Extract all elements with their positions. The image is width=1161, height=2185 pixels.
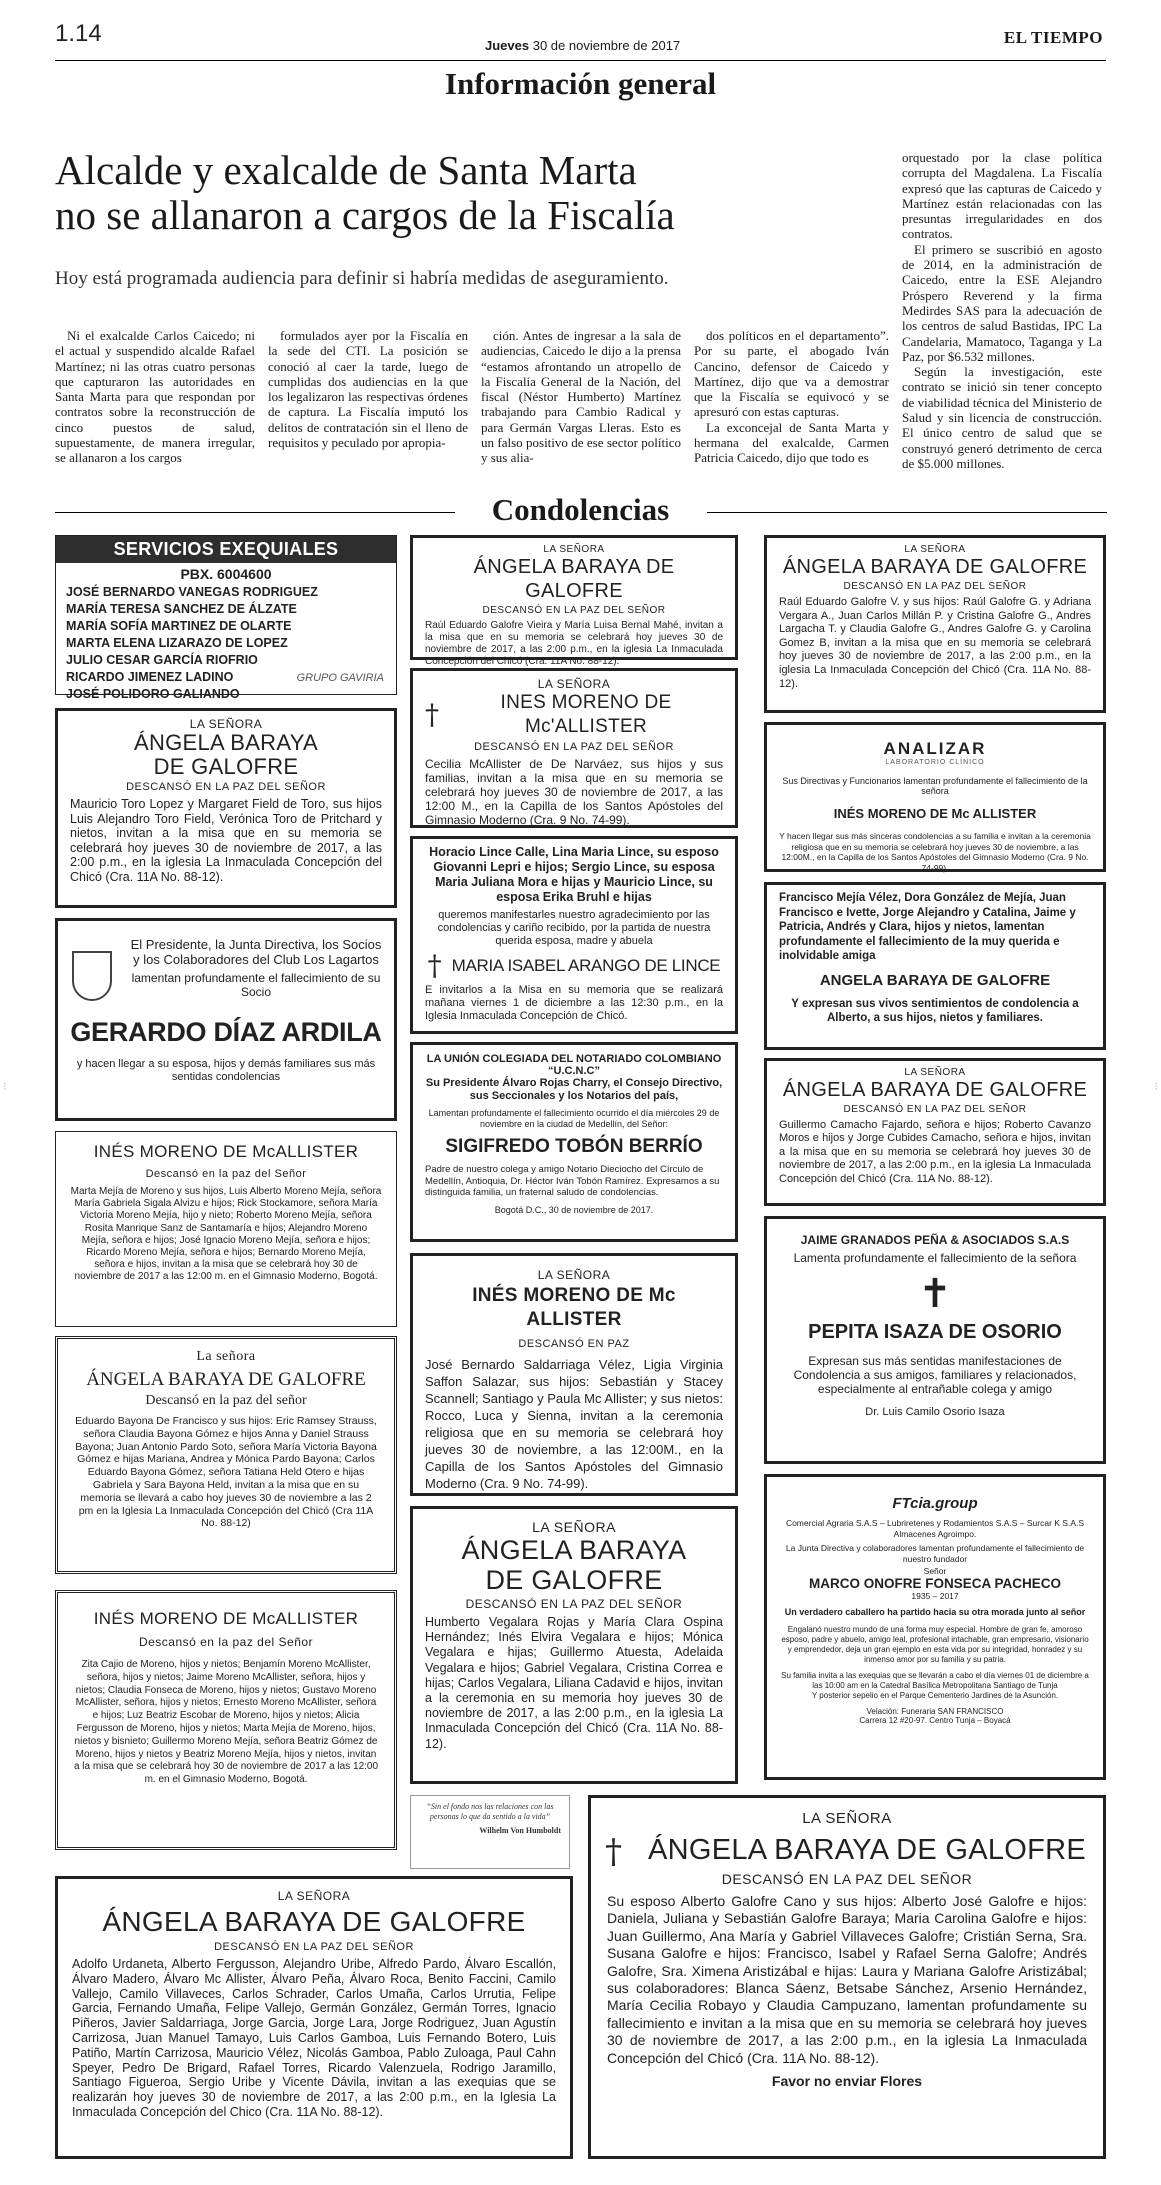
date-rest: 30 de noviembre de 2017 (532, 38, 681, 53)
column-text: formulados ayer por la Fiscalía en la sede del CTI. La posición se conoció al caer la tarde, luego de cumplidas dos audiencias en la que los legalizaron las respectivas órdenes de captura. La Fiscalía imputó los delitos de contratación sin el lleno de requisitos y peculado por apropia- (268, 328, 468, 451)
obituary-ines-narvaez (410, 668, 738, 828)
ftc-address: Carrera 12 #20-97. Centro Tunja – Boyacá (859, 1716, 1011, 1725)
club-text: y hacen llegar a su esposa, hijos y demás familiares sus más sentidas condolencias (76, 1058, 376, 1083)
obituary-text: Mauricio Toro Lopez y Margaret Field de Toro, sus hijos Luis Alejandro Toro Field, Verónica Toro de Pritchard y nietos, invitan a la misa que en su memoria se celebrará hoy jueves 30 de noviembre de 2017, a las 2:00 p.m., en la iglesia La Inmaculada Concepción del Chicó (Cra. 11A No. 88-12). (70, 797, 382, 884)
cross-icon: † (427, 949, 442, 982)
cross-icon: † (425, 698, 439, 731)
list-item: JOSÉ BERNARDO VANEGAS RODRIGUEZ (66, 585, 318, 599)
notariado-date: Bogotá D.C., 30 de noviembre de 2017. (494, 1204, 654, 1215)
obituary-ines-cajio (55, 1590, 397, 1850)
dateline (485, 38, 680, 53)
club-intro: El Presidente, la Junta Directiva, los Socios y los Colaboradores del Club Los Lagartos (130, 937, 382, 967)
analizar-ad (764, 722, 1106, 872)
obituary-label: La señora (196, 1349, 256, 1364)
obituary-name: ÁNGELA BARAYA DE GALOFRE (782, 556, 1088, 578)
obituary-text: Raúl Eduardo Galofre Vieira y María Luisa Bernal Mahé, invitan a la misa que en su memoria se celebrará hoy jueves 30 de noviembre de 2017, a las 2:00 p.m., en la iglesia La Inmaculada Concepción del Chicó (Cra. 11A No. 88-12). (425, 620, 723, 667)
notariado-ad (410, 1042, 738, 1242)
analizar-logo: ANALIZAR (883, 739, 987, 758)
mejia-text: Y expresan sus vivos sentimientos de condolencia a Alberto, a sus hijos, nietos y familiares. (791, 997, 1079, 1024)
obituary-footer: Favor no enviar Flores (771, 2073, 923, 2090)
obituary-name: INÉS MORENO DE McALLISTER (93, 1142, 359, 1161)
article-column-3 (481, 328, 681, 466)
ftc-group-ad (764, 1474, 1106, 1780)
article-column-1 (55, 328, 255, 466)
column-text: dos políticos en el departamento”. Por su parte, el abogado Iván Cancino, defensor de Caicedo y Martínez, dijo que va a demostrar que la Fiscalía se equivocó y se apresuró con estas capturas. (694, 328, 889, 420)
obituary-subtitle: DESCANSÓ EN LA PAZ DEL SEÑOR (721, 1871, 973, 1887)
list-item: JOSÉ POLIDORO GALIANDO (66, 687, 240, 701)
obituary-baraya-camacho (764, 1058, 1106, 1206)
obituary-arango-lince (410, 836, 738, 1034)
obituary-label: LA SEÑORA (904, 1067, 966, 1078)
obituary-subtitle: Descansó en la paz del señor (145, 1393, 307, 1408)
notariado-president: Su Presidente Álvaro Rojas Charry, el Consejo Directivo, sus Seccionales y los Notarios del país, (425, 1077, 723, 1102)
granados-deceased-name: PEPITA ISAZA DE OSORIO (808, 1321, 1062, 1343)
article-subhead: Hoy está programada audiencia para definir si habría medidas de aseguramiento. (55, 268, 669, 289)
obituary-subtitle: DESCANSÓ EN LA PAZ DEL SEÑOR (474, 741, 674, 753)
mejia-intro: Francisco Mejía Vélez, Dora González de Mejía, Juan Francisco e Ivette, Jorge Alejandro y Catalina, Jaime y Patricia, Andrés y Clara, hijos y nietos, lamentan profundamente el fallecimiento de la muy querida e inolvidable amiga (779, 892, 1076, 962)
club-los-lagartos-ad (55, 918, 397, 1121)
obituary-name: ANGELA BARAYA DE GALOFRE (819, 971, 1051, 989)
obituary-subtitle: DESCANSÓ EN LA PAZ DEL SEÑOR (465, 1597, 683, 1611)
obituary-name-line-2: DE GALOFRE (153, 754, 299, 779)
obituary-name: ÁNGELA BARAYA DE GALOFRE (782, 1079, 1088, 1101)
header-rule (55, 60, 1106, 61)
list-item: MARÍA SOFÍA MARTINEZ DE OLARTE (66, 619, 292, 633)
obituary-subtitle: DESCANSÓ EN PAZ (518, 1338, 630, 1350)
granados-text: Expresan sus más sentidas manifestaciones de Condolencia a sus amigos, familiares y relacionados, especialmente al entrañable colega y amigo (793, 1354, 1077, 1396)
obituary-text: José Bernardo Saldarriaga Vélez, Ligia Virginia Saffon Salazar, sus hijos: Sebastián y Stacey Scannell; Santiago y Paula Mc Allister; y sus nietos: Rocco, Luca y Sienna, invitan a la ceremonia religiosa que en su memoria se celebrará hoy jueves 30 de noviembre, a las 12:00M., en la Capilla de los Santos Apóstoles del Gimnasio Moderno (Cra. 9 No. 74-99). (425, 1357, 723, 1491)
ftc-velacion: Velación: Funeraria SAN FRANCISCO (866, 1707, 1004, 1716)
column-text: Ni el exalcalde Carlos Caicedo; ni el actual y suspendido alcalde Rafael Martínez; ni las otras cuatro personas que capturaron las autoridades en Santa Marta para que respondan por contratos sobre la reconstrucción de cinco puestos de salud, supuestamente, de manera irregular, se allanaron a los cargos (55, 328, 255, 466)
analizar-deceased-name: INÉS MORENO DE Mc ALLISTER (833, 806, 1037, 821)
obituary-label: LA SEÑORA (277, 1889, 351, 1903)
obituary-text: Cecilia McAllister de De Narváez, sus hijos y sus familias, invitan a la misa que en su memoria se celebrará hoy jueves 30 de noviembre de 2017, a las 12:00 M., en la Capilla de los Santos Apóstoles del Gimnasio Moderno (Cra. 9 No. 74-99). (425, 757, 723, 827)
column-text: La exconcejal de Santa Marta y hermana del exalcalde, Carmen Patricia Caicedo, dijo que todo es (694, 419, 889, 466)
obituary-name: ÁNGELA BARAYA DE GALOFRE (102, 1906, 526, 1937)
obituary-text: Adolfo Urdaneta, Alberto Fergusson, Alejandro Uribe, Alfredo Pardo, Álvaro Escallón, Álvaro Madero, Álvaro Mc Allister, Álvaro Peña, Álvaro Roca, Benito Faccini, Camilo Vallejo, Camilo Villaveces, Carlos Schrader, Carlos Umaña, Carlos Urrutia, Felipe Garcia, Fernando Umaña, Felipe Vallejo, Germán González, Germán Torres, Ignacio Piñeros, Javier Saldarriaga, Jorge Garcia, Jorge Lara, Jorge Rodriguez, Juan Agustín Carrizosa, Juan Manuel Tamayo, Luis Carlos Gamboa, Luis Fernando Botero, Luis Patiño, Martín Carrizosa, Mauricio Vélez, Nicolás Gamboa, Pablo Zuloaga, Paul Cahn Speyer, Pedro De Brigard, Rafael Torres, Ricardo Valenzuela, Rodrigo Jaramillo, Santiago Figueroa, Sergio Uribe y Vicente Dávila, invitan a las exequias que se realizarán hoy jueves 30 de noviembre de 2017, a las 2:00 p.m., en la Iglesia La Inmaculada Concepción del Chico (Cra. 11A No. 88-12). (72, 1957, 556, 2119)
obituary-label: LA SEÑORA (537, 677, 611, 691)
margin-ornament-right: ⁝ (1154, 1081, 1158, 1093)
obituary-ines-saldarriaga (410, 1253, 738, 1496)
quote-box (410, 1795, 570, 1869)
obituary-text: Zita Cajio de Moreno, hijos y nietos; Benjamín Moreno McAllister, señora, hijos y nietos; Jaime Moreno McAllister, señora, hijos y nietos; Claudia Fonseca de Moreno, hijos y nietos; Gustavo Moreno McAllister, señora, hijos y nietos; Ernesto Moreno McAllister, señora e hijos; Luz Beatriz Escobar de Moreno, hijos y nietos; Alicia Fergusson de Moreno, hijos y nietos; Marta Mejía de Moreno, hijos, nietos y bisnieto; Guillermo Moreno Mejía, señora Beatriz Gómez de Moreno, hijos y nietos y Beatriz Moreno Mejía, hijos y nietos, invitan a la misa que se celebrará hoy 30 de noviembre de 2017 a las 12:00 m. en el Gimnasio Moderno, Bogotá. (73, 1659, 379, 1786)
condolencias-title: Condolencias (491, 492, 670, 527)
date-day: Jueves (485, 38, 530, 53)
servicios-phone: PBX. 6004600 (180, 566, 272, 582)
notariado-deceased-name: SIGIFREDO TOBÓN BERRÍO (445, 1136, 703, 1157)
obituary-label: LA SEÑORA (537, 1268, 611, 1282)
ftc-title: Señor (923, 1566, 947, 1576)
obituary-name: ÁNGELA BARAYA DE GALOFRE (647, 1834, 1087, 1866)
ftc-burial: Y posterior sepelio en el Parque Cementerio Jardines de la Asunción. (811, 1691, 1059, 1700)
gaviria-logo: GRUPO GAVIRIA (296, 672, 384, 684)
obituary-label: LA SEÑORA (802, 1810, 892, 1827)
obituary-subtitle: DESCANSÓ EN LA PAZ DEL SEÑOR (843, 581, 1027, 592)
obituary-baraya-bayona (55, 1336, 397, 1574)
list-item: JULIO CESAR GARCÍA RIOFRIO (66, 653, 258, 667)
analizar-intro: Sus Directivas y Funcionarios lamentan profundamente el fallecimiento de la señora (782, 776, 1088, 796)
obituary-name-line-1: ÁNGELA BARAYA (133, 730, 319, 755)
section-title: Información general (444, 66, 717, 101)
obituary-subtitle: DESCANSÓ EN LA PAZ DEL SEÑOR (214, 1941, 414, 1953)
servicios-name-list (56, 584, 396, 703)
column-text: El primero se suscribió en agosto de 2014, en la administración de Caicedo, entre la ESE Alejandro Próspero Reverend y la firma Medirdes SAS para la adecuación de los centros de salud Bastidas, IPC La Candelaria, Mamatoco, Taganga y La Paz, por $6.532 millones. (902, 241, 1102, 364)
club-lament: lamentan profundamente el fallecimiento de su Socio (131, 971, 381, 999)
obituary-baraya-galofre-v (764, 535, 1106, 713)
lince-family: Horacio Lince Calle, Lina Maria Lince, su esposo Giovanni Lepri e hijos; Sergio Lince, su esposa Maria Juliana Mora e hijas y Mauricio Lince, su esposa Erika Bruhl e hijas (429, 845, 719, 904)
obituary-name: ÁNGELA BARAYA DE GALOFRE (86, 1369, 366, 1390)
obituary-text: Guillermo Camacho Fajardo, señora e hijos; Roberto Cavanzo Moros e hijos y Jorge Cubides Camacho, señora e hijos, invitan a la misa que en su memoria se celebrará hoy jueves 30 de noviembre de 2017, a las 2:00 p.m., en la iglesia La Inmaculada Concepción del Chicó (Cra. 11A No. 88-12). (779, 1119, 1091, 1185)
ftc-text: Engalanó nuestro mundo de una forma muy especial. Hombre de gran fe, amoroso esposo, padre y abuelo, amigo leal, profesional intachable, gran empresario, visionario y emprendedor, deja un gran ejemplo en esta vida por su integridad, honradez y su inmenso amor por su familia y su patria. (781, 1625, 1089, 1664)
notariado-text: Padre de nuestro colega y amigo Notario Dieciocho del Círculo de Medellín, Antioquia, Dr. Héctor Iván Tobón Ramírez. Expresamos a su distinguida familia, un fraternal saludo de condolencias. (425, 1164, 720, 1198)
obituary-baraya-vegalara (410, 1506, 738, 1784)
article-column-4 (694, 328, 889, 466)
column-text: orquestado por la clase política corrupta del Magdalena. La Fiscalía expresó que las capturas de Caicedo y Martínez están relacionadas con las presuntas irregularidades en dos contratos. (902, 150, 1102, 242)
club-shield-icon (72, 951, 112, 1001)
obituary-baraya-familia (588, 1795, 1106, 2159)
analizar-logo-sub: LABORATORIO CLÍNICO (885, 759, 985, 766)
list-item: MARÍA TERESA SANCHEZ DE ÁLZATE (66, 602, 297, 616)
obituary-subtitle: DESCANSÓ EN LA PAZ DEL SEÑOR (126, 781, 326, 793)
ftc-mass: Su familia invita a las exequias que se llevarán a cabo el día viernes 01 de diciembre a las 10:00 am en la Catedral Basílica Metropolitana Santiago de Tunja (781, 1671, 1089, 1690)
obituary-mejia-velez (764, 882, 1106, 1050)
notariado-lament: Lamentan profundamente el fallecimiento ocurrido el día miércoles 29 de noviembre en la ciudad de Medellín, del Señor: (428, 1108, 720, 1129)
obituary-text: Marta Mejía de Moreno y sus hijos, Luis Alberto Moreno Mejía, señora María Gabriela Sigala Alvizu e hijos; Rick Stockamore, señora María Victoria Moreno Mejía, hijo y nieto; Roberto Moreno Mejía, señora Rosita Manrique Sanz de Santamaría e hijos; Alejandro Moreno Mejía, señora e hijos; José Ignacio Moreno Mejía, señora e hijos; Ricardo Moreno Mejía, señora e hijos; Bernardo Moreno Mejía, señora e hijos, invitan a la misa que se celebrará hoy 30 de noviembre de 2017 a las 12:00 m. en el Gimnasio Moderno, Bogotá. (70, 1186, 382, 1283)
obituary-name-line-2: DE GALOFRE (485, 1565, 663, 1595)
ftc-deceased-name: MARCO ONOFRE FONSECA PACHECO (808, 1576, 1061, 1591)
granados-lament: Lamenta profundamente el fallecimiento de la señora (793, 1251, 1077, 1265)
obituary-baraya-bernal (410, 535, 738, 667)
headline-line-1: Alcalde y exalcalde de Santa Marta (55, 147, 637, 193)
ftc-tagline: Un verdadero caballero ha partido hacia su otra morada junto al señor (784, 1607, 1086, 1617)
headline-line-2: no se allanaron a cargos de la Fiscalía (55, 192, 675, 238)
obituary-baraya-amigos (55, 1876, 573, 2159)
obituary-text: Su esposo Alberto Galofre Cano y sus hijos: Alberto José Galofre e hijos: Daniela, Juliana y Sebastián Galofre Baraya; Maria Carolina Galofre e hijos: Juan Guillermo, Ana María y Gabriel Villaveces Galofre; Cristián Serna, Sra. Susana Galofre e hijos: Francisco, Isabel y Rafael Serna Galofre; Andrés Galofre, Sra. Ximena Aristizábal e hijas: Laura y Mariana Galofre Aristizábal; sus colaboradores: Blanca Sáenz, Betsabe Sánchez, Arsenio Hernández, María Cecilia Robayo y Claudia Campuzano, lamentan profundamente su fallecimiento e invitan a la misa que en su memoria se celebrará hoy jueves 30 de noviembre de 2017, a las 2:00 p.m., en la iglesia La Inmaculada Concepción del Chicó (Cra. 11A No. 88-12). (607, 1893, 1087, 2066)
ftc-orgs: Comercial Agraria S.A.S – Lubriretenes y Rodamientos S.A.S – Surcar K S.A.S Almacenes Agroimpo. (785, 1518, 1085, 1539)
obituary-name: INÉS MORENO DE Mc ALLISTER (472, 1285, 676, 1330)
obituary-subtitle: Descansó en la paz del Señor (138, 1635, 314, 1649)
quote-text: “Sin el fondo nos las relaciones con las personas lo que da sentido a la vida” (426, 1802, 554, 1821)
obituary-name: INES MORENO DE Mc'ALLISTER (500, 692, 672, 737)
servicios-title: SERVICIOS EXEQUIALES (56, 536, 396, 563)
granados-org: JAIME GRANADOS PEÑA & ASOCIADOS S.A.S (800, 1233, 1070, 1247)
ftc-logo: FTcia.group (892, 1495, 978, 1512)
cross-icon: ✝ (918, 1271, 952, 1317)
granados-signature: Dr. Luis Camilo Osorio Isaza (865, 1406, 1005, 1418)
servicios-exequiales-ad (55, 535, 397, 701)
obituary-label: LA SEÑORA (904, 544, 966, 555)
obituary-subtitle: DESCANSÓ EN LA PAZ DEL SEÑOR (482, 605, 666, 616)
column-text: Según la investigación, este contrato se inició sin tener concepto de viabilidad técnica del Ministerio de Salud y sin licencia de construcción. El único centro de salud que se construyó generó detrimento de cerca de $5.000 millones. (902, 364, 1102, 471)
list-item: MARTA ELENA LIZARAZO DE LOPEZ (66, 636, 288, 650)
quote-author: Wilhelm Von Humboldt (479, 1826, 561, 1835)
obituary-text: Eduardo Bayona De Francisco y sus hijos: Eric Ramsey Strauss, señora Claudia Bayona Gómez e hijos Anna y Daniel Strauss Bayona; Juan Antonio Pardo Soto, señora María Victoria Bayona Gómez e hijas Mariana, Andrea y Mónica Pardo Bayona; Carlos Eduardo Bayona Gómez, señora Tatiana Held Otero e hijas Gabriela y Sara Bayona Held, invitan a la misa que en su memoria se llevará a cabo hoy jueves 30 de noviembre a las 2 pm en la Iglesia La Inmaculada Concepción del Chicó (Cra 11A No. 88-12) (75, 1415, 377, 1530)
list-item: RICARDO JIMENEZ LADINO (66, 670, 234, 684)
ftc-years: 1935 – 2017 (911, 1591, 959, 1601)
article-column-5 (902, 150, 1102, 471)
obituary-ines-mejia (55, 1131, 397, 1327)
obituary-name-line-1: ÁNGELA BARAYA (461, 1535, 687, 1565)
obituary-name: ÁNGELA BARAYA DE GALOFRE (473, 556, 675, 602)
ftc-lament: La Junta Directiva y colaboradores lamentan profundamente el fallecimiento de nuestro fundador (785, 1543, 1085, 1564)
obituary-name: INÉS MORENO DE McALLISTER (93, 1609, 359, 1628)
obituary-label: LA SEÑORA (543, 544, 605, 555)
column-text: ción. Antes de ingresar a la sala de audiencias, Caicedo le dijo a la prensa “estamos afrontando un atropello de la Fiscalía General de la Nación, del fiscal (Néstor Humberto) Martínez trabajando para Cambio Radical y para Germán Vargas Lleras. Esto es un falso positivo de ese sector político y sus alia- (481, 328, 681, 466)
article-headline (55, 148, 855, 238)
lince-thanks: queremos manifestarles nuestro agradecimiento por las condolencias y cariño recibido, por la partida de nuestra querida esposa, madre y abuela (437, 909, 711, 947)
obituary-subtitle: DESCANSÓ EN LA PAZ DEL SEÑOR (843, 1104, 1027, 1115)
notariado-org: LA UNIÓN COLEGIADA DEL NOTARIADO COLOMBIANO “U.C.N.C” (426, 1053, 722, 1077)
obituary-label: LA SEÑORA (189, 717, 263, 731)
lince-invite: E invitarlos a la Misa en su memoria que se realizará mañana viernes 1 de diciembre a las 12:30 p.m., en la Iglesia Inmaculada Concepción de Chicó. (425, 984, 723, 1022)
obituary-name: MARIA ISABEL ARANGO DE LINCE (451, 956, 721, 975)
page-number: 1.14 (55, 20, 102, 47)
section-rule-right (707, 512, 1107, 513)
article-column-2 (268, 328, 468, 450)
margin-ornament-left: ⁝ (3, 1081, 7, 1093)
obituary-text: Raúl Eduardo Galofre V. y sus hijos: Raúl Galofre G. y Adriana Vergara A., Juan Carlos Millán P. y Cristina Galofre G., Andres Largacha T. y Claudia Galofre G., Andres Galofre G. y Carolina Gomez B, invitan a la misa que en su memoria se celebrará hoy jueves 30 de noviembre de 2017, a las 2:00 p.m., en la iglesia La Inmaculada Concepción del Chicó (Cra. 11A No. 88-12). (779, 596, 1091, 690)
club-deceased-name: GERARDO DÍAZ ARDILA (70, 1017, 382, 1047)
obituary-subtitle: Descansó en la paz del Señor (145, 1168, 307, 1180)
analizar-text: Y hacen llegar sus más sinceras condolencias a su familia e invitan a la ceremonia religiosa que en su memoria se celebrará hoy jueves 30 de noviembre, a las 12:00M., en la Capilla de los Santos Apóstoles del Gimnasio Moderno (Cra. 9 No. 74-99). (779, 831, 1091, 873)
obituary-baraya-toro (55, 708, 397, 908)
obituary-label: LA SEÑORA (532, 1519, 616, 1535)
obituary-text: Humberto Vegalara Rojas y María Clara Ospina Hernández; Inés Elvira Vegalara e hijos; Mónica Vegalara e hijas; Guillermo Atuesta, Adelaida Vegalara e hijos; Gabriel Vegalara, Cristina Correa e hijas; Carlos Vegalara, Liliana Cadavid e hijos, invitan a la ceremonia en su memoria hoy jueves 30 de noviembre de 2017, a las 2:00 p.m., en la iglesia La Inmaculada Concepción del Chicó (Cra. 11A No. 88-12). (425, 1615, 723, 1751)
granados-ad (764, 1216, 1106, 1464)
cross-icon: † (605, 1832, 622, 1872)
brand-logo: EL TIEMPO (1003, 28, 1103, 47)
